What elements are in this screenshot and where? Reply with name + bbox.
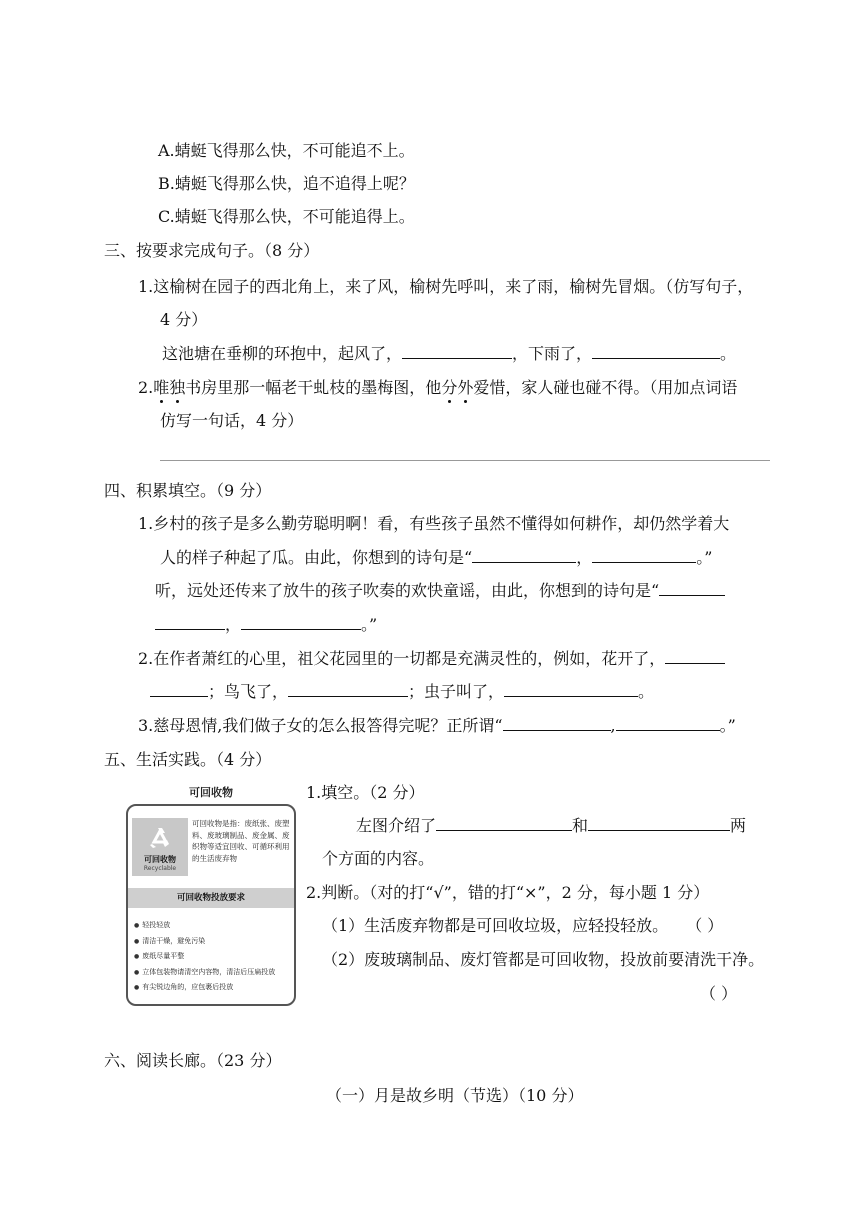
poster-logo-cn: 可回收物 — [144, 855, 176, 864]
s4-q1-line1: 1.乡村的孩子是多么勤劳聪明啊！看，有些孩子虽然不懂得如何耕作，却仍然学着大 — [138, 514, 730, 533]
s3-q2-num: 2. — [138, 378, 154, 397]
s4-q3-line — [138, 715, 736, 737]
dotted-char: 外 — [457, 378, 474, 397]
list-item: ● 轻投轻放 — [134, 918, 292, 934]
section-5-title: 五、生活实践。（4 分） — [104, 750, 272, 769]
answer-blank[interactable] — [504, 681, 638, 697]
section-4-title: 四、积累填空。（9 分） — [104, 481, 272, 500]
s4-q1-text5: ， — [225, 615, 242, 634]
s3-q2-text1: 书房里那一幅老干虬枝的墨梅图，他 — [185, 378, 442, 397]
dotted-char: 唯 — [153, 378, 170, 397]
dotted-char: 分 — [441, 378, 458, 397]
list-item: ● 清洁干燥，避免污染 — [134, 934, 292, 950]
poster-requirements-list — [134, 918, 292, 996]
answer-paren[interactable]: （ ） — [694, 916, 724, 935]
s4-q1-text4: 听，远处还传来了放牛的孩子吹奏的欢快童谣，由此，你想到的诗句是“ — [155, 581, 660, 600]
answer-blank[interactable] — [592, 547, 696, 563]
s4-q1-line4 — [155, 614, 377, 636]
recyclable-poster — [126, 784, 296, 1006]
s5-judge-2: （2）废玻璃制品、废灯管都是可回收物，投放前要清洗干净。 — [322, 950, 765, 969]
section-6-title: 六、阅读长廊。（23 分） — [104, 1051, 282, 1070]
option-b: B.蜻蜓飞得那么快，追不追得上呢？ — [158, 174, 415, 193]
s5-judge-1-text: （1）生活废弃物都是可回收垃圾，应轻投轻放。 — [322, 916, 669, 935]
answer-blank[interactable] — [592, 343, 720, 359]
s3-q1-text1: 这池塘在垂柳的环抱中，起风了， — [162, 344, 403, 363]
s4-q2-line2 — [150, 681, 654, 703]
s3-q1-line2: 4 分） — [160, 310, 208, 329]
answer-blank[interactable] — [588, 815, 730, 831]
s4-q2-text1: 2.在作者萧红的心里，祖父花园里的一切都是充满灵性的，例如，花开了， — [138, 649, 666, 668]
poster-frame — [126, 804, 296, 1006]
poster-description: 可回收物是指：废纸张、废塑料、废玻璃制品、废金属、废织物等适宜回收、可循环利用的生活废弃物 — [192, 819, 290, 863]
s5-q1-line1 — [356, 815, 746, 837]
s4-q3-text2: , — [610, 716, 616, 735]
option-a: A.蜻蜓飞得那么快，不可能追不上。 — [158, 141, 415, 160]
answer-blank[interactable] — [155, 614, 225, 630]
list-item: ● 立体包装物请清空内容物，清洁后压扁投放 — [134, 965, 292, 981]
answer-blank[interactable] — [402, 343, 512, 359]
s4-q3-text3: 。” — [719, 716, 736, 735]
s5-q1-line2: 个方面的内容。 — [322, 849, 435, 868]
s5-q2: 2.判断。（对的打“√”，错的打“×”，2 分，每小题 1 分） — [306, 883, 710, 902]
s4-q1-text2: ， — [576, 548, 593, 567]
s3-q1-text3: 。 — [720, 344, 737, 363]
s4-q1-line2 — [160, 547, 712, 569]
s4-q1-text3: 。” — [696, 548, 713, 567]
s3-q2-text2: 爱惜，家人碰也碰不得。（用加点词语 — [473, 378, 738, 397]
s4-q2-text2: ；鸟飞了， — [208, 682, 289, 701]
option-c: C.蜻蜓飞得那么快，不可能追得上。 — [158, 207, 415, 226]
s5-q1-text2: 和 — [572, 816, 589, 835]
list-item: ● 废纸尽量平整 — [134, 949, 292, 965]
list-item: ● 有尖锐边角的，应包裹后投放 — [134, 980, 292, 996]
s3-q1-line1: 1.这榆树在园子的西北角上，来了风，榆树先呼叫，来了雨，榆树先冒烟。（仿写句子， — [138, 277, 754, 296]
answer-blank[interactable] — [616, 715, 720, 731]
answer-blank[interactable] — [472, 547, 576, 563]
s3-q1-line3 — [162, 343, 736, 365]
reading-subtitle: （一）月是故乡明（节选）（10 分） — [326, 1086, 584, 1105]
recycle-logo — [132, 818, 188, 876]
answer-paren[interactable]: （ ） — [700, 984, 738, 1003]
s4-q2-line1 — [138, 648, 725, 670]
s4-q1-text1: 人的样子种起了瓜。由此，你想到的诗句是“ — [160, 548, 473, 567]
answer-line[interactable] — [160, 460, 770, 461]
s4-q1-text6: 。” — [361, 615, 378, 634]
answer-blank[interactable] — [659, 580, 725, 596]
answer-blank[interactable] — [503, 715, 611, 731]
s4-q3-text1: 3.慈母恩情,我们做子女的怎么报答得完呢？正所谓“ — [138, 716, 503, 735]
section-3-title: 三、按要求完成句子。（8 分） — [104, 241, 320, 260]
answer-blank[interactable] — [436, 815, 572, 831]
s5-judge-1 — [322, 915, 723, 937]
answer-blank[interactable] — [150, 681, 208, 697]
answer-blank[interactable] — [241, 614, 361, 630]
answer-blank[interactable] — [288, 681, 408, 697]
s4-q1-line3 — [155, 580, 725, 602]
s4-q2-text4: 。 — [638, 682, 655, 701]
answer-blank[interactable] — [665, 648, 725, 664]
poster-title: 可回收物 — [189, 786, 233, 799]
poster-logo-en: Recyclable — [143, 865, 177, 872]
s3-q1-text2: ，下雨了， — [512, 344, 593, 363]
recycle-icon — [132, 818, 188, 854]
s4-q2-text3: ；虫子叫了， — [408, 682, 505, 701]
s5-q1: 1.填空。（2 分） — [306, 783, 425, 802]
poster-requirements-title: 可回收物投放要求 — [128, 888, 294, 908]
dotted-char: 独 — [169, 378, 186, 397]
s5-q1-text3: 两 — [730, 816, 747, 835]
s5-q1-text1: 左图介绍了 — [356, 816, 437, 835]
s3-q2-line2: 仿写一句话，4 分） — [160, 411, 304, 430]
s3-q2-line1 — [138, 377, 737, 399]
